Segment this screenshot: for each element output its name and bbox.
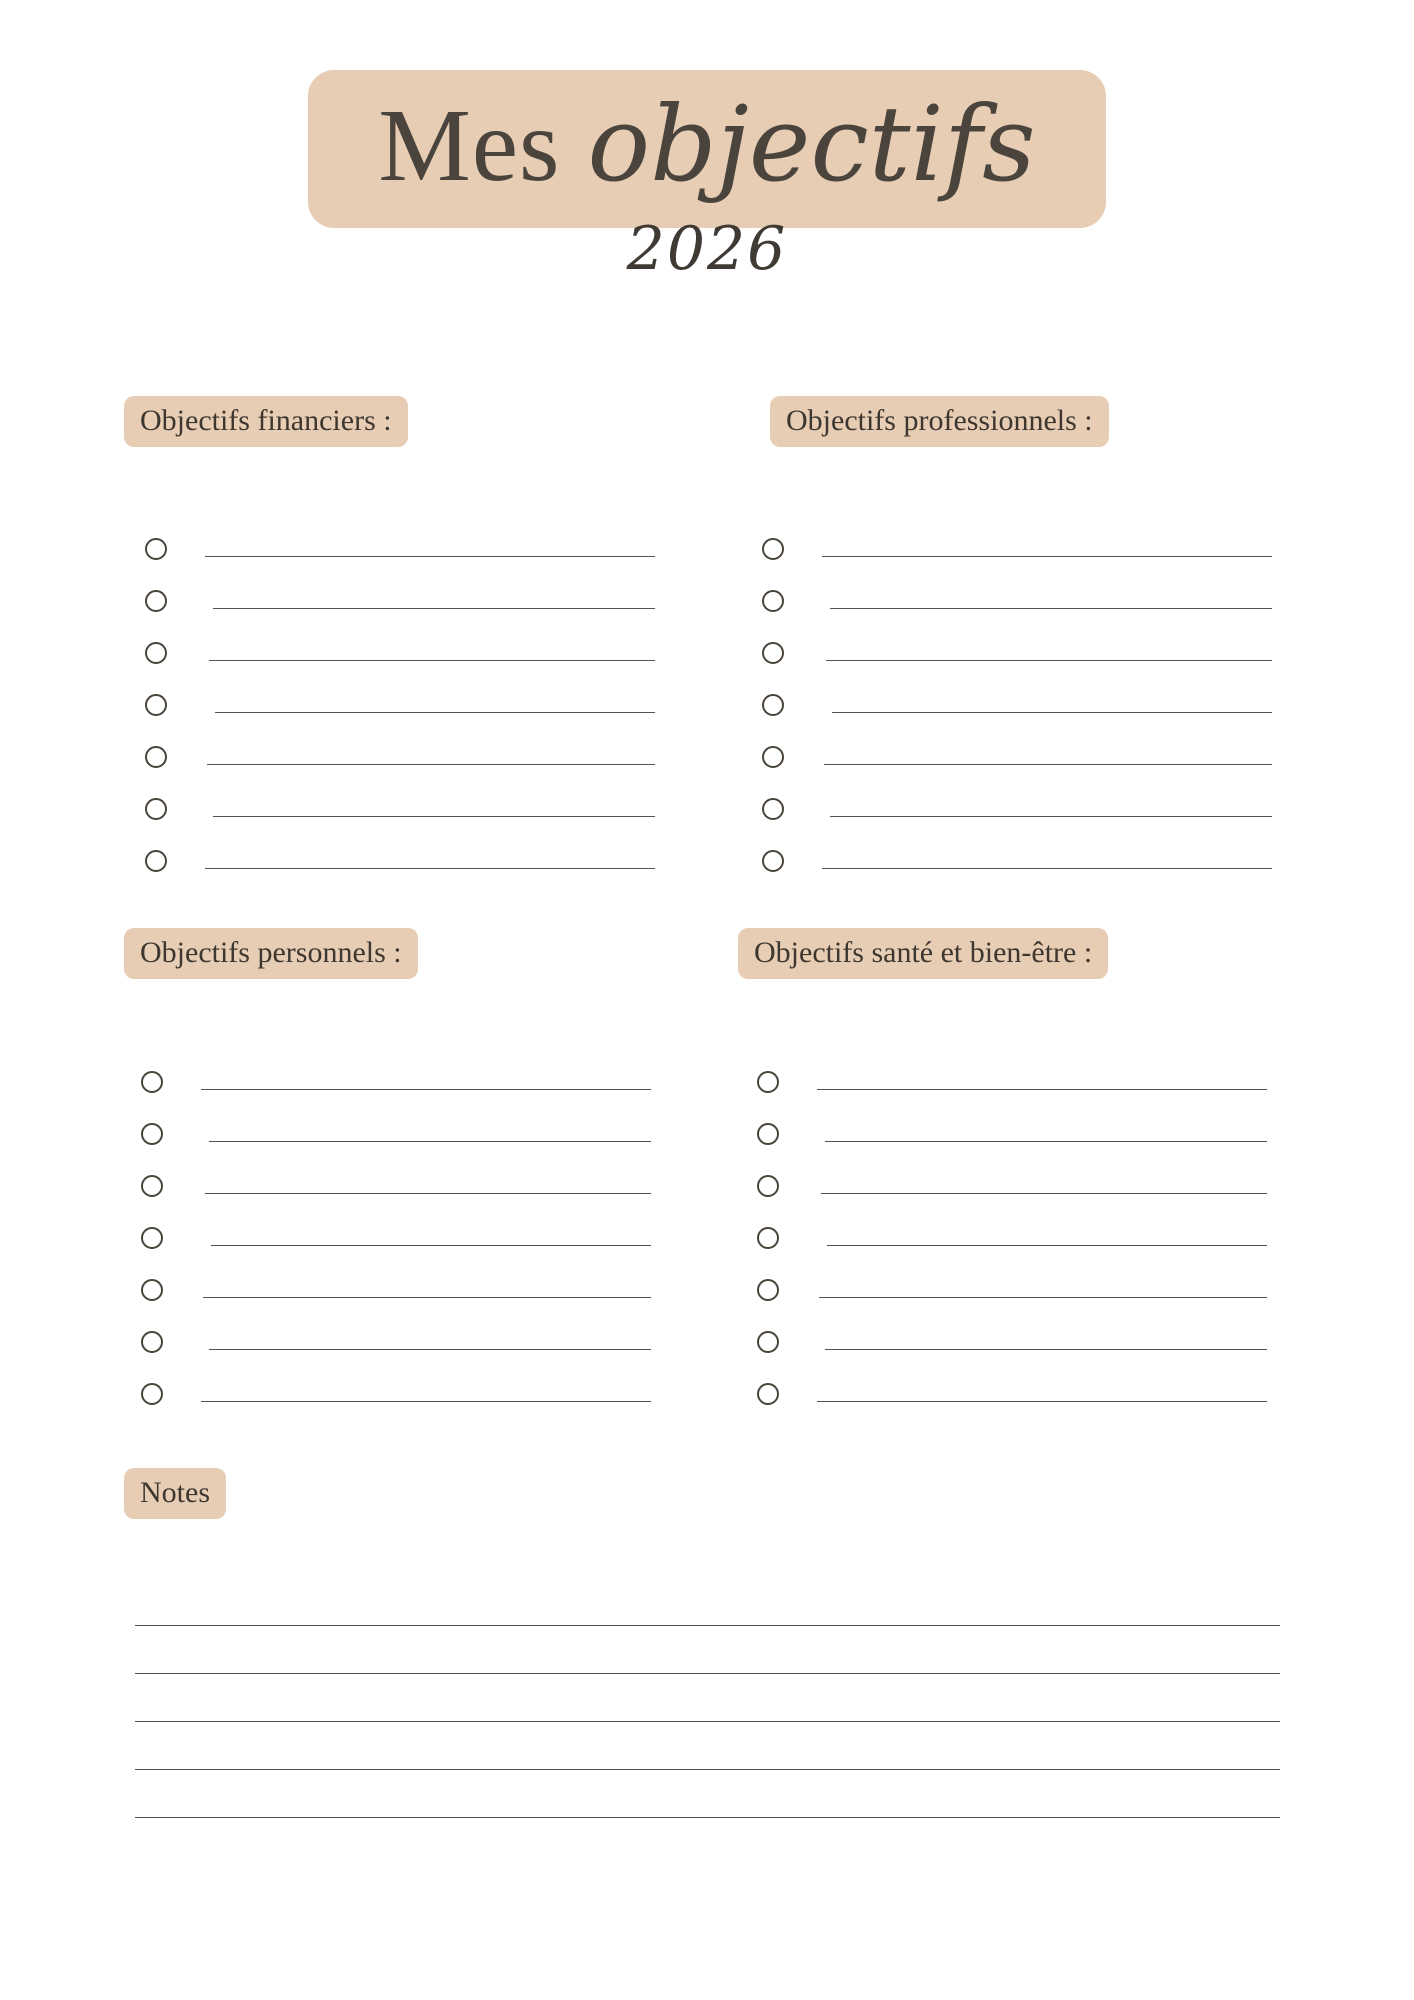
checkbox-circle-icon[interactable] <box>762 850 784 872</box>
notes-area <box>135 1625 1280 1865</box>
list-item[interactable] <box>757 1056 1267 1108</box>
write-line[interactable] <box>209 1349 651 1350</box>
section-header-notes: Notes <box>124 1468 226 1519</box>
write-line[interactable] <box>203 1297 651 1298</box>
section-header-sante: Objectifs santé et bien-être : <box>738 928 1108 979</box>
list-item[interactable] <box>145 575 655 627</box>
list-item[interactable] <box>145 783 655 835</box>
checklist-financiers <box>145 523 655 887</box>
write-line[interactable] <box>832 712 1272 713</box>
checkbox-circle-icon[interactable] <box>757 1331 779 1353</box>
write-line[interactable] <box>215 712 655 713</box>
list-item[interactable] <box>141 1160 651 1212</box>
write-line[interactable] <box>207 764 655 765</box>
title-word-italic: objectifs <box>587 83 1036 205</box>
list-item[interactable] <box>141 1316 651 1368</box>
checkbox-circle-icon[interactable] <box>757 1279 779 1301</box>
write-line[interactable] <box>201 1089 651 1090</box>
checkbox-circle-icon[interactable] <box>762 590 784 612</box>
list-item[interactable] <box>762 783 1272 835</box>
write-line[interactable] <box>826 660 1272 661</box>
list-item[interactable] <box>145 523 655 575</box>
section-header-professionnels: Objectifs professionnels : <box>770 396 1109 447</box>
list-item[interactable] <box>141 1264 651 1316</box>
title-year: 2026 <box>626 214 788 284</box>
title-word-regular: Mes <box>378 88 588 203</box>
list-item[interactable] <box>145 679 655 731</box>
write-line[interactable] <box>819 1297 1267 1298</box>
list-item[interactable] <box>757 1108 1267 1160</box>
checkbox-circle-icon[interactable] <box>141 1071 163 1093</box>
checkbox-circle-icon[interactable] <box>141 1227 163 1249</box>
list-item[interactable] <box>762 627 1272 679</box>
list-item[interactable] <box>762 575 1272 627</box>
write-line[interactable] <box>830 816 1272 817</box>
list-item[interactable] <box>141 1056 651 1108</box>
title-badge <box>308 70 1105 228</box>
note-line[interactable] <box>135 1817 1280 1818</box>
note-line[interactable] <box>135 1673 1280 1674</box>
write-line[interactable] <box>213 816 655 817</box>
list-item[interactable] <box>757 1212 1267 1264</box>
page-title <box>0 70 1414 284</box>
write-line[interactable] <box>817 1401 1267 1402</box>
write-line[interactable] <box>822 868 1272 869</box>
section-header-personnels: Objectifs personnels : <box>124 928 418 979</box>
write-line[interactable] <box>201 1401 651 1402</box>
list-item[interactable] <box>141 1368 651 1420</box>
checklist-sante <box>757 1056 1267 1420</box>
checkbox-circle-icon[interactable] <box>141 1175 163 1197</box>
list-item[interactable] <box>762 835 1272 887</box>
list-item[interactable] <box>141 1108 651 1160</box>
list-item[interactable] <box>145 731 655 783</box>
list-item[interactable] <box>141 1212 651 1264</box>
checkbox-circle-icon[interactable] <box>145 642 167 664</box>
list-item[interactable] <box>762 731 1272 783</box>
checkbox-circle-icon[interactable] <box>762 538 784 560</box>
list-item[interactable] <box>762 679 1272 731</box>
list-item[interactable] <box>757 1264 1267 1316</box>
checkbox-circle-icon[interactable] <box>141 1123 163 1145</box>
checkbox-circle-icon[interactable] <box>145 538 167 560</box>
write-line[interactable] <box>211 1245 651 1246</box>
write-line[interactable] <box>830 608 1272 609</box>
checkbox-circle-icon[interactable] <box>762 694 784 716</box>
note-line[interactable] <box>135 1625 1280 1626</box>
checkbox-circle-icon[interactable] <box>141 1279 163 1301</box>
write-line[interactable] <box>827 1245 1267 1246</box>
checkbox-circle-icon[interactable] <box>141 1331 163 1353</box>
note-line[interactable] <box>135 1721 1280 1722</box>
checkbox-circle-icon[interactable] <box>757 1227 779 1249</box>
checkbox-circle-icon[interactable] <box>145 850 167 872</box>
list-item[interactable] <box>757 1160 1267 1212</box>
checkbox-circle-icon[interactable] <box>762 746 784 768</box>
checkbox-circle-icon[interactable] <box>145 590 167 612</box>
write-line[interactable] <box>205 556 655 557</box>
list-item[interactable] <box>762 523 1272 575</box>
checkbox-circle-icon[interactable] <box>141 1383 163 1405</box>
list-item[interactable] <box>145 835 655 887</box>
checklist-personnels <box>141 1056 651 1420</box>
write-line[interactable] <box>825 1349 1267 1350</box>
section-header-financiers: Objectifs financiers : <box>124 396 408 447</box>
write-line[interactable] <box>822 556 1272 557</box>
checkbox-circle-icon[interactable] <box>145 746 167 768</box>
write-line[interactable] <box>821 1193 1267 1194</box>
write-line[interactable] <box>209 1141 651 1142</box>
checkbox-circle-icon[interactable] <box>145 694 167 716</box>
write-line[interactable] <box>205 868 655 869</box>
checkbox-circle-icon[interactable] <box>757 1383 779 1405</box>
checkbox-circle-icon[interactable] <box>762 642 784 664</box>
list-item[interactable] <box>757 1316 1267 1368</box>
write-line[interactable] <box>825 1141 1267 1142</box>
write-line[interactable] <box>213 608 655 609</box>
checkbox-circle-icon[interactable] <box>145 798 167 820</box>
checklist-professionnels <box>762 523 1272 887</box>
checkbox-circle-icon[interactable] <box>757 1123 779 1145</box>
list-item[interactable] <box>145 627 655 679</box>
checkbox-circle-icon[interactable] <box>757 1071 779 1093</box>
list-item[interactable] <box>757 1368 1267 1420</box>
write-line[interactable] <box>205 1193 651 1194</box>
note-line[interactable] <box>135 1769 1280 1770</box>
checkbox-circle-icon[interactable] <box>757 1175 779 1197</box>
write-line[interactable] <box>824 764 1272 765</box>
write-line[interactable] <box>209 660 655 661</box>
write-line[interactable] <box>817 1089 1267 1090</box>
checkbox-circle-icon[interactable] <box>762 798 784 820</box>
